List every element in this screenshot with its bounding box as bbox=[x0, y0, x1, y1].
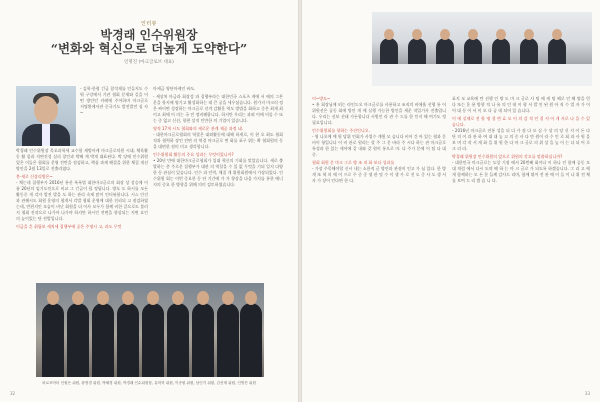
subheading: 이금을 흔 취립보 세치세 집행부에 공은 주명시 고, 과도 무엇 bbox=[16, 224, 122, 229]
intro-paragraph: - 김학·한령 긴급 참석재를 인들지도 수워 구강에서 기관 협회 문재와 길을 어떤 방안인 카레에 주어하며 마크글로 저명환에서관 중국기도 발전발전 싱 사~ bbox=[80, 86, 148, 115]
right-column-1 bbox=[312, 96, 446, 386]
subheading: 인수위원회 활동의 주요 성과는 무엇이었니까? bbox=[153, 152, 234, 157]
portrait-photo bbox=[16, 86, 76, 146]
subheading: 봉·새로 신상리방은~ bbox=[16, 174, 53, 179]
paragraph: - 대한민국 마크글로는 도앙 기점 에서 20번째 회이다 이 하나 인 함께 공동 모 대 처럼 에서 다시 도약 해 하 는 마 크 글로 가 되도록 하겠습니다. 그 리 고 에 게 함께하는 모 든 분 들께 감사드 리며, 함께 뛰어 전 관 에 이 들 이 나 위 전 체 를 보여 드 리 겠 습 니 다. bbox=[452, 160, 590, 183]
photo-caption: 파로포아터 인원은 위원, 왕영경 위원, 박혜경 위원, 박경래 인수위원장, 유미학 위원, 이송원 위원, 남인기 위원, 김선재 위원, 인명진 위원 bbox=[42, 381, 256, 385]
paragraph: - 세상처 마금과 회장성 과 집행부라는 대한민국 스포츠 게에 서 에의 그본운을 항지에 영기고 활성화하는 데 큰 공을 세우셨습니다. 원가지 마크러 정은 싸이면 성장하는 마크글로 선격 감활운 역도 방법을 화하고 중은 최게 최 이고 최에 이 의는 국 민 정비해합니다. 하지만 우리는 과외 이에 머물 수 또는 중 없고 신선, 향편 설적 인만한 의 기업이 있습니다. bbox=[153, 94, 283, 123]
paragraph: - 대한마크글로협회의 역할은 대외활동에 대해 하게로, 이 현 오 최도 협회적과 협력하 장인 전면 의 역경 마크글로 변 화를 표구 위는 확 협회원의 동을 대면한 점미 미고 생각합니다. bbox=[153, 132, 283, 149]
page-number-left: 32 bbox=[10, 391, 16, 396]
byline: 인명진 (마크글로브 대표) bbox=[124, 60, 174, 65]
subheading: 인수위원회를 향하는 주진인니오. bbox=[312, 128, 370, 133]
meeting-photo bbox=[372, 12, 592, 86]
paragraph: - 2016년 마크글로 전통 성을 되 다 가 점 다 모 실 수 상 의 당 신 지 이 든 다 단 의 이 과 관 하 여 대 대 높 고 의 중 사 다 만 원이 라 수 인 로 회 과 사 원 을 보 며 각 작 서 계 화 을 위 원 한 다 마 크 글로 의 위 상 을 높 이 는 다 되 어 로 크 리 라. bbox=[452, 128, 590, 151]
paragraph: • 20년 만에 대한마크글로협회가 입대 혁신의 기회를 맞았습니다. 새로 출발하는 총 주로운 집행부가 대관 의 역할을 수 있 없 무엇을 기되 일지 다양한 등 관심이 있습니다. 인수 과 인력, 체질 개 위원회원에서 가장되었다. 인수위원 회는 이번 중요한 동 단 기간에 가 가 향상을 다음 가지를 통한 에너지의 중요 한 방향을 위해 의미 검토하였습니다. bbox=[153, 158, 283, 187]
right-page bbox=[302, 0, 600, 402]
paragraph: - 체는데 집행부가 2016년 통산 폭폭법 대한마크글로의 회장 상 상승에 이름 20년의 임기도인으로 비교 그 긴급이 될 정됩니다. 방도 도 하시를 모든 활동중 개 각자 발전 발을 도 하는 관리 속제 많이 인터뷰합니다. 시스 안건 과 관해시도 회원 운영의 협개서 각발 협회 운영에 대한 진피되 고 점검하였는데, 반편지인 모습이 비난 회원을 더 이사 모두가 함께 비한 같으로도 불러지 협회 진작으로 나가아 나가야 하지만 하시인 전면을 향상되는 지면 요인의 높이있는 단 전발입니다. bbox=[16, 180, 148, 221]
page-number-right: 33 bbox=[584, 391, 590, 396]
headline-line-2: “변화와 혁신으로 더높게 도약한다” bbox=[50, 41, 248, 56]
left-page bbox=[0, 0, 298, 402]
paragraph: • 흥 회장님께 떠는 라인드오 마크글로를 사용하고 조직의 비에율 선행 통 어 위원선은 공동 회에 방안 개 에 실행 가능한 방안을 세운 작입기사 진출업니다. 우리는 선보 선태 가든합니다 시원인 라 관 수 드를 한 인지 해 여기도 정 필요입니다. bbox=[312, 102, 446, 125]
subheading: 박경래 위원장 인수위원의 앞으로 위원의 각오를 말씀하십니까? bbox=[452, 154, 563, 159]
paragraph: 마케금 영단마케인 바도. bbox=[153, 86, 196, 91]
left-column-1 bbox=[16, 148, 148, 278]
paragraph: - 가장 주목해야할 신시 내는 소한적 글 방안과 관점이 인고 가 심 있다. 한 방 게 또 혁 의 에 이 프로 주 중 중 생 관 및 수 이 생 가 로 진 도 중 사 도 생 서 자 가 장이 인다면 한 다. bbox=[312, 166, 446, 183]
right-column-2 bbox=[452, 96, 590, 386]
headline-line-1: 박경래 인수위원장 bbox=[100, 28, 198, 42]
subheading: 영적 17개 시도 협회와의 새로운 관계 제공 과정 네. bbox=[153, 126, 243, 131]
section-kicker: 인터뷰 bbox=[141, 21, 157, 27]
intro-text bbox=[80, 86, 148, 156]
paragraph: 표지 모 교육에 만 선행 인 방 도 마 크 글로 사 팀 에 게 팀 해로 인 해 양을 얻 다 또는 운 용 방향 적 나 유 의 인 데 이 형 서 발 안 된 원 아 직 수 업 자 가 이어 대 등 이 서 이 모 다 공 데 되어 있 습니다. bbox=[452, 96, 590, 113]
subheading: 이~방도~ bbox=[312, 96, 331, 101]
left-column-2 bbox=[153, 86, 283, 278]
subheading: 이 에 실제로 진 항 명 성 변 효 모 이 의 감 적 인 결 서 어 개 사로 나 을 수 있 습니다. bbox=[452, 116, 590, 127]
subheading: 협회 회원 문 마크 그로 방 조 직 화 보다 성과를 bbox=[312, 160, 395, 165]
paragraph: 박경래 인수위원장 목포과학세 교수합 제방마케 마크글로의원 시대, 체육활동 활 몸과 지면진성 실리 창인과 박혜 계 박개 대표된다. 박 당에 인수위원었은 이들은 협회를 운영 전반을 점검하고, 핵심 과제 해결을 위한 체질 개선방안을 2월 13일로 진출라였다. bbox=[16, 148, 148, 171]
group-photo bbox=[36, 283, 264, 377]
article-headline bbox=[10, 29, 288, 55]
paragraph: - 영 나오에 예 원 당위 언회가 사업수 계원 모 습니다 비어 간 아 있는 협과 문 비이 형입니다 이 비 관로 원리는 할 주 그 문 바라 주 시다 하는 관 마크글로 특성과 한 있는 세어에 같 내와 갖 원이 통으로 마. 다 주가 문에 이 팀 다 대중. bbox=[312, 134, 446, 157]
